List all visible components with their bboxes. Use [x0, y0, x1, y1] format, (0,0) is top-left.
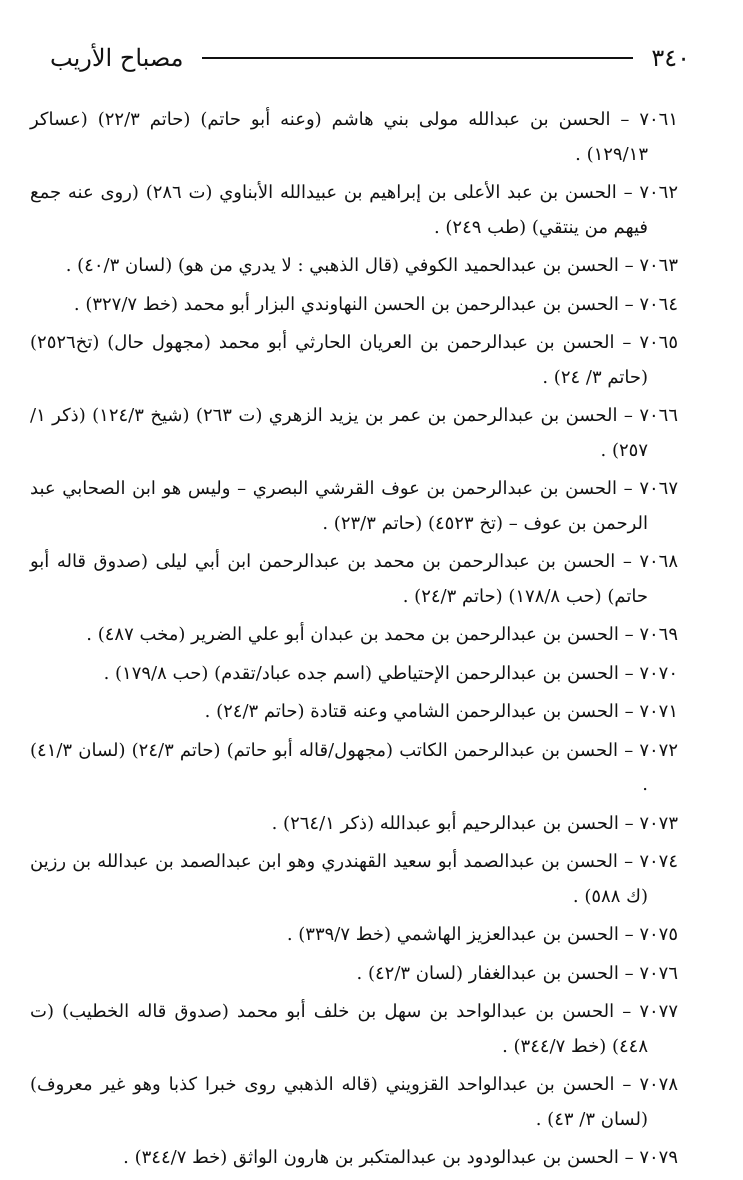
- entry-number: ٧٠٦٢: [639, 182, 678, 203]
- entry-number: ٧٠٧١: [639, 701, 678, 722]
- entry-number: ٧٠٦٩: [639, 624, 678, 645]
- entry-text: الحسن بن عبدالله مولى بني هاشم (وعنه أبو حاتم) (حاتم ٢٢/٣) (عساكر ١٢٩/١٣) .: [30, 109, 648, 165]
- entry-text: الحسن بن عبدالرحمن بن محمد بن عبدالرحمن ابن أبي ليلى (صدوق قاله أبو حاتم) (حب ١٧٨/٨) (حاتم ٢٤/٣) .: [30, 551, 648, 607]
- entry-text: الحسن بن عبدالرحمن بن العريان الحارثي أبو محمد (مجهول حال) (تخ٢٥٢٦) (حاتم ٣/ ٢٤) .: [30, 332, 648, 388]
- entry: ٧٠٦٦ – الحسن بن عبدالرحمن بن عمر بن يزيد الزهري (ت ٢٦٣) (شيخ ١٢٤/٣) (ذكر ١/ ٢٥٧) .: [30, 405, 678, 461]
- entry: ٧٠٧٦ – الحسن بن عبدالغفار (لسان ٤٢/٣) .: [356, 962, 678, 984]
- entry-text: الحسن بن عبدالرحمن بن الحسن النهاوندي البزار أبو محمد (خط ٣٢٧/٧) .: [73, 293, 619, 315]
- entry-number: ٧٠٧٣: [639, 812, 678, 834]
- entry-number: ٧٠٧٧: [639, 1001, 678, 1022]
- entries-list: [30, 103, 678, 1180]
- entry: ٧٠٧٧ – الحسن بن عبدالواحد بن سهل بن خلف أبو محمد (صدوق قاله الخطيب) (ت ٤٤٨) (خط ٣٤٤/٧) .: [30, 1001, 678, 1057]
- entry-text: الحسن بن عبدالرحمن الشامي وعنه قتادة (حاتم ٢٤/٣) .: [204, 701, 619, 722]
- entry: ٧٠٧٨ – الحسن بن عبدالواحد القزويني (قاله الذهبي روى خبرا كذبا وهو غير معروف) (لسان ٣/ ٤٣) .: [30, 1074, 678, 1130]
- entry-number: ٧٠٧٢: [639, 739, 678, 761]
- entry: ٧٠٦٧ – الحسن بن عبدالرحمن بن عوف القرشي البصري – وليس هو ابن الصحابي عبد الرحمن بن عوف – (تخ ٤٥٢٣) (حاتم ٢٣/٣) .: [30, 478, 678, 534]
- entry: ٧٠٧٩ – الحسن بن عبدالودود بن عبدالمتكبر بن هارون الواثق (خط ٣٤٤/٧) .: [123, 1147, 678, 1168]
- entry-number: ٧٠٦٤: [639, 293, 678, 315]
- entry: ٧٠٦٩ – الحسن بن عبدالرحمن بن محمد بن عبدان أبو علي الضرير (مخب ٤٨٧) .: [86, 624, 678, 645]
- entry-number: ٧٠٧٠: [639, 662, 678, 684]
- entry-number: ٧٠٧٥: [639, 924, 678, 945]
- entry: ٧٠٦٤ – الحسن بن عبدالرحمن بن الحسن النهاوندي البزار أبو محمد (خط ٣٢٧/٧) .: [73, 293, 678, 315]
- entry-number: ٧٠٧٨: [639, 1074, 678, 1095]
- entry: ٧٠٦١ – الحسن بن عبدالله مولى بني هاشم (وعنه أبو حاتم) (حاتم ٢٢/٣) (عساكر ١٢٩/١٣) .: [30, 109, 678, 165]
- entry-number: ٧٠٦٨: [639, 551, 678, 572]
- entry: ٧٠٧٥ – الحسن بن عبدالعزيز الهاشمي (خط ٣٣٩/٧) .: [286, 924, 678, 945]
- entry-number: ٧٠٧٦: [639, 962, 678, 984]
- entry-text: الحسن بن عبد الأعلى بن إبراهيم بن عبيدالله الأبناوي (ت ٢٨٦) (روى عنه جمع فيهم من ينتقي) (طب ٢٤٩) .: [30, 182, 648, 238]
- entry-text: الحسن بن عبدالحميد الكوفي (قال الذهبي : لا يدري من هو) (لسان ٤٠/٣) .: [65, 255, 619, 276]
- entry-text: الحسن بن عبدالرحمن بن عمر بن يزيد الزهري (ت ٢٦٣) (شيخ ١٢٤/٣) (ذكر ١/ ٢٥٧) .: [30, 405, 648, 461]
- entry: ٧٠٧٢ – الحسن بن عبدالرحمن الكاتب (مجهول/قاله أبو حاتم) (حاتم ٢٤/٣) (لسان ٤١/٣) .: [30, 739, 678, 795]
- entry: ٧٠٦٣ – الحسن بن عبدالحميد الكوفي (قال الذهبي : لا يدري من هو) (لسان ٤٠/٣) .: [65, 255, 678, 276]
- entry-number: ٧٠٦٥: [639, 332, 678, 353]
- entry-text: الحسن بن عبدالرحمن الإحتياطي (اسم جده عباد/تقدم) (حب ١٧٩/٨) .: [103, 662, 619, 684]
- entry-number: ٧٠٦٦: [639, 405, 678, 426]
- entry: ٧٠٧٠ – الحسن بن عبدالرحمن الإحتياطي (اسم جده عباد/تقدم) (حب ١٧٩/٨) .: [103, 662, 678, 684]
- entry: ٧٠٧٣ – الحسن بن عبدالرحيم أبو عبدالله (ذكر ٢٦٤/١) .: [271, 812, 678, 834]
- entry-text: الحسن بن عبدالصمد أبو سعيد القهندري وهو ابن عبدالصمد بن عبدالله بن رزين (ك ٥٨٨) .: [30, 851, 648, 907]
- page-number: ٣٤٠: [651, 44, 690, 72]
- header-rule: [202, 57, 634, 59]
- entry: ٧٠٧٤ – الحسن بن عبدالصمد أبو سعيد القهندري وهو ابن عبدالصمد بن عبدالله بن رزين (ك ٥٨٨) .: [30, 851, 678, 907]
- entry-text: الحسن بن عبدالرحمن بن عوف القرشي البصري – وليس هو ابن الصحابي عبد الرحمن بن عوف – (تخ ٤٥٢٣) (حاتم ٢٣/٣) .: [30, 478, 648, 534]
- entry-number: ٧٠٦٣: [639, 255, 678, 276]
- entry-number: ٧٠٦١: [639, 109, 678, 130]
- entry: ٧٠٦٥ – الحسن بن عبدالرحمن بن العريان الحارثي أبو محمد (مجهول حال) (تخ٢٥٢٦) (حاتم ٣/ ٢٤) .: [30, 332, 678, 388]
- entry-number: ٧٠٧٩: [639, 1147, 678, 1168]
- page-header: [50, 38, 690, 78]
- entry-text: الحسن بن عبدالعزيز الهاشمي (خط ٣٣٩/٧) .: [286, 924, 619, 945]
- entry: ٧٠٦٨ – الحسن بن عبدالرحمن بن محمد بن عبدالرحمن ابن أبي ليلى (صدوق قاله أبو حاتم) (حب ١٧٨/٨) (حاتم ٢٤/٣) .: [30, 551, 678, 607]
- entry-text: الحسن بن عبدالرحمن بن محمد بن عبدان أبو علي الضرير (مخب ٤٨٧) .: [86, 624, 619, 645]
- entry-text: الحسن بن عبدالغفار (لسان ٤٢/٣) .: [356, 962, 619, 984]
- entry-text: الحسن بن عبدالودود بن عبدالمتكبر بن هارون الواثق (خط ٣٤٤/٧) .: [123, 1147, 619, 1168]
- entry: ٧٠٦٢ – الحسن بن عبد الأعلى بن إبراهيم بن عبيدالله الأبناوي (ت ٢٨٦) (روى عنه جمع فيهم من ينتقي) (طب ٢٤٩) .: [30, 182, 678, 238]
- entry-text: الحسن بن عبدالرحمن الكاتب (مجهول/قاله أبو حاتم) (حاتم ٢٤/٣) (لسان ٤١/٣) .: [30, 739, 648, 795]
- entry-text: الحسن بن عبدالواحد القزويني (قاله الذهبي روى خبرا كذبا وهو غير معروف) (لسان ٣/ ٤٣) .: [30, 1074, 648, 1130]
- entry-text: الحسن بن عبدالواحد بن سهل بن خلف أبو محمد (صدوق قاله الخطيب) (ت ٤٤٨) (خط ٣٤٤/٧) .: [30, 1001, 648, 1057]
- running-title: مصباح الأريب: [50, 44, 184, 72]
- entry-number: ٧٠٧٤: [639, 851, 678, 872]
- entry: ٧٠٧١ – الحسن بن عبدالرحمن الشامي وعنه قتادة (حاتم ٢٤/٣) .: [204, 701, 678, 722]
- entry-text: الحسن بن عبدالرحيم أبو عبدالله (ذكر ٢٦٤/١) .: [271, 812, 619, 834]
- entry-number: ٧٠٦٧: [639, 478, 678, 499]
